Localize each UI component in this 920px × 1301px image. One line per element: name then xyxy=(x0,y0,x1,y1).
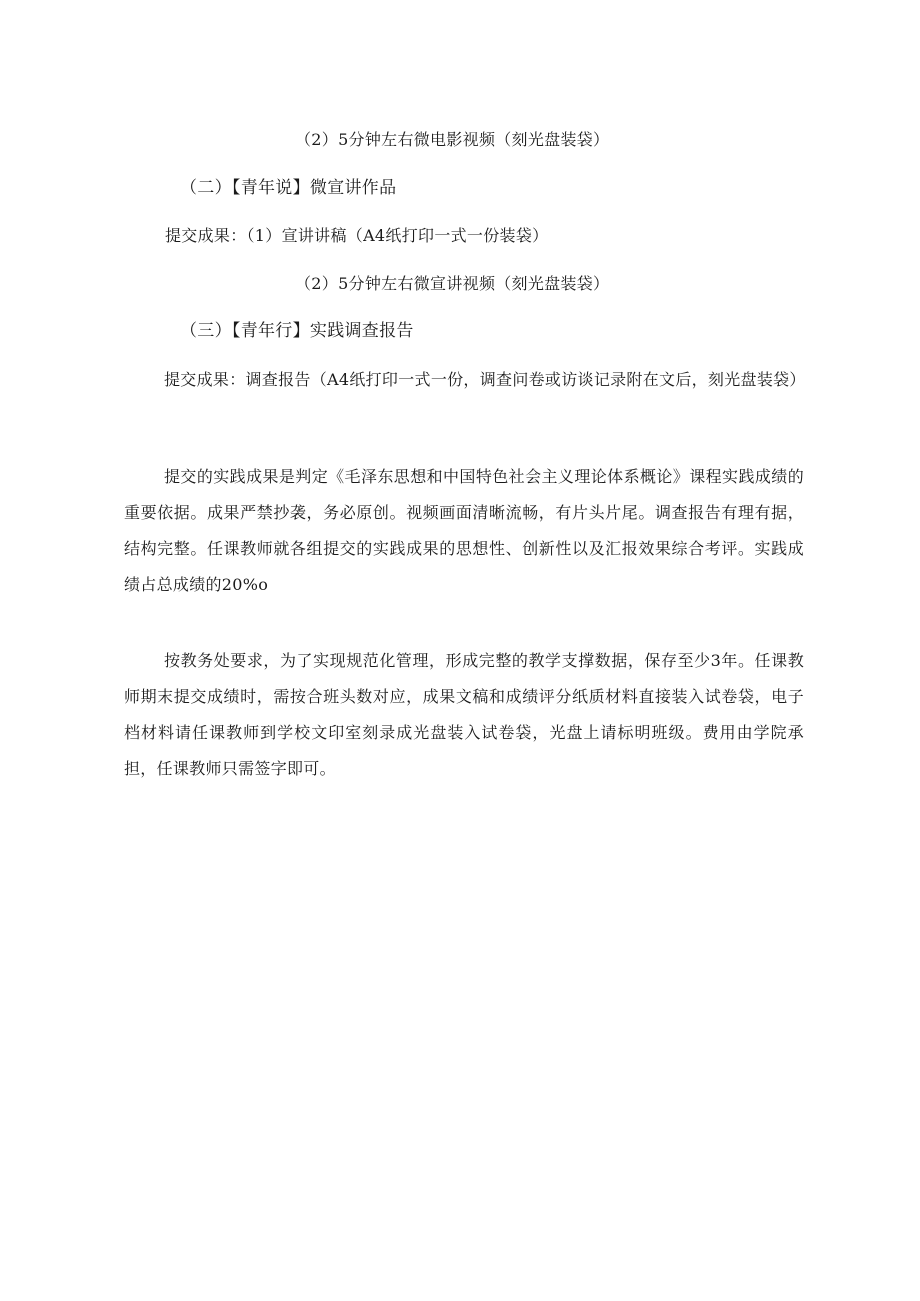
item-microfilm-video: （2）5分钟左右微电影视频（刻光盘装袋） xyxy=(295,130,610,149)
section-heading-youth-speak: （二）【青年说】微宣讲作品 xyxy=(180,178,397,198)
item-speech-script: 提交成果：（1）宣讲讲稿（A4纸打印一式一份装袋） xyxy=(165,226,549,245)
paragraph-survey-report: 提交成果：调查报告（A4纸打印一式一份，调查问卷或访谈记录附在文后，刻光盘装袋） xyxy=(164,370,806,389)
paragraph-archiving: 按教务处要求，为了实现规范化管理，形成完整的教学支撑数据，保存至少3年。任课教师期末提交成绩时，需按合班头数对应，成果文稿和成绩评分纸质材料直接装入试卷袋，电子档材料请任课教师到学校文印室刻录成光盘装入试卷袋，光盘上请标明班级。费用由学院承担，任课教师只需签字即可。 xyxy=(124,651,804,778)
item-speech-video: （2）5分钟左右微宣讲视频（刻光盘装袋） xyxy=(295,274,610,293)
paragraph-evaluation: 提交的实践成果是判定《毛泽东思想和中国特色社会主义理论体系概论》课程实践成绩的重要依据。成果严禁抄袭，务必原创。视频画面清晰流畅，有片头片尾。调查报告有理有据，结构完整。任课教师就各组提交的实践成果的思想性、创新性以及汇报效果综合考评。实践成绩占总成绩的20%o xyxy=(124,467,804,594)
section-heading-youth-action: （三）【青年行】实践调查报告 xyxy=(180,321,414,341)
